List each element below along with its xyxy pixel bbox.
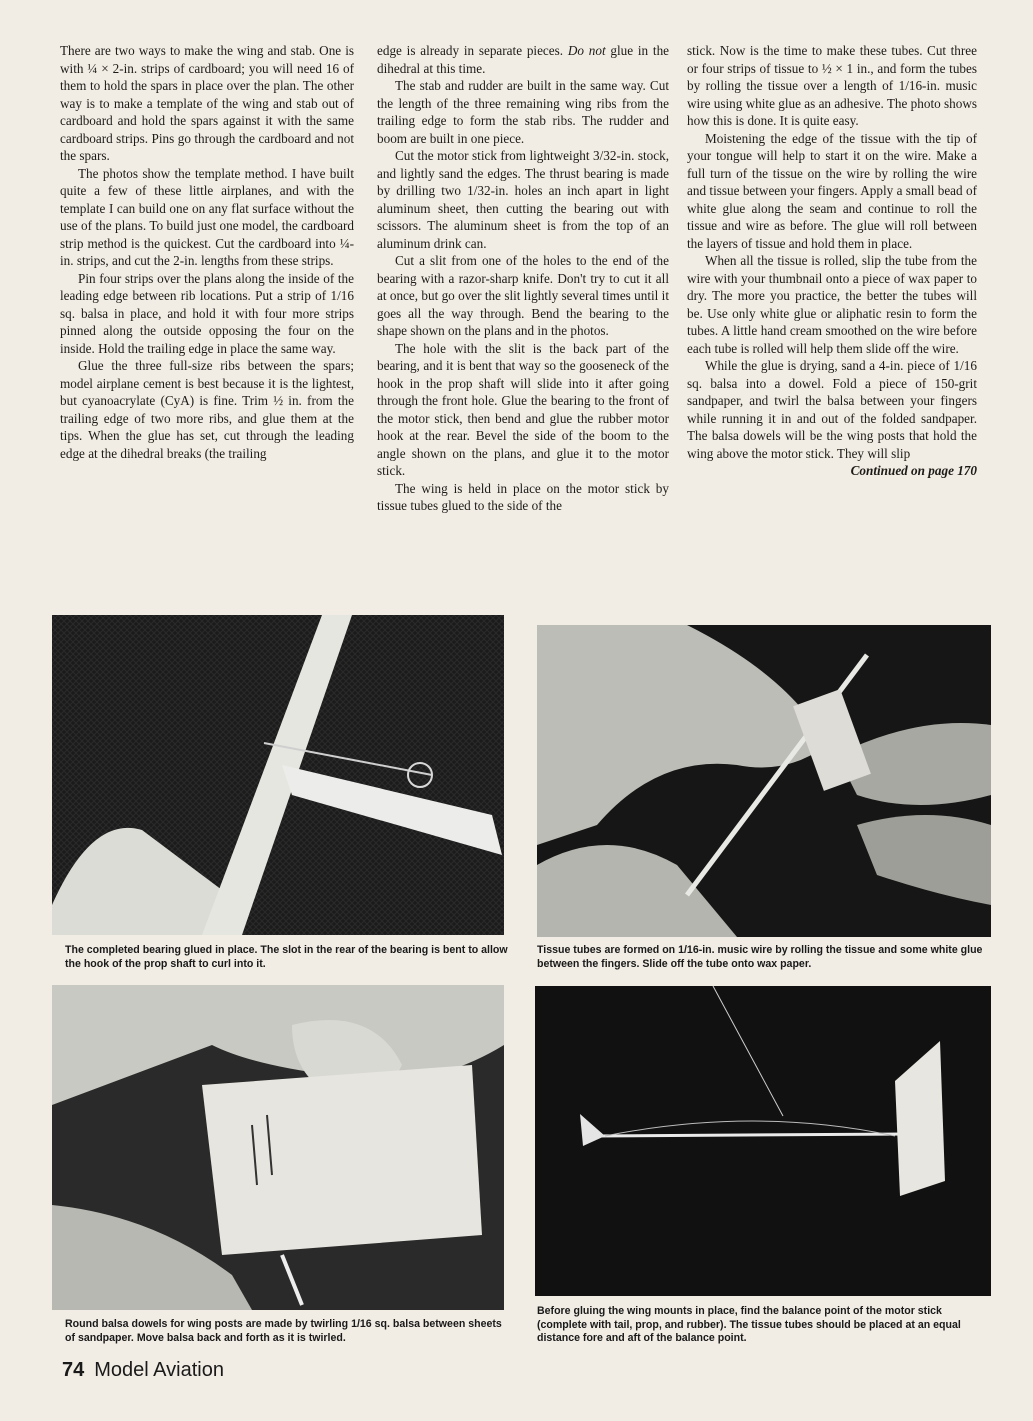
photo-caption: Round balsa dowels for wing posts are made by twirling 1/16 sq. balsa between sheets of sandpaper. Move balsa back and forth as it is twirled. bbox=[65, 1318, 502, 1344]
photo-caption: Tissue tubes are formed on 1/16-in. music wire by rolling the tissue and some white glue between the fingers. Slide off the tube onto wax paper. bbox=[537, 944, 983, 970]
page-number: 74 bbox=[62, 1359, 85, 1381]
paragraph: When all the tissue is rolled, slip the tube from the wire with your thumbnail onto a piece of wax paper to dry. The more you practice, the better the tubes will be. Use only white glue or aliphatic resin to form the tubes. A little hand cream smoothed on the wire before each tube is rolled will help them slide off the wire. bbox=[687, 253, 977, 356]
paragraph: stick. Now is the time to make these tubes. Cut three or four strips of tissue to ½ × 1 in., and form the tubes by rolling the tissue over a length of 1/16-in. music wire using white glue as an adhesive. The photo shows how this is done. It is quite easy. bbox=[687, 43, 977, 128]
paragraph: There are two ways to make the wing and stab. One is with ¼ × 2-in. strips of cardboard; you will need 16 of them to hold the spars in place over the plan. The other way is to make a template of the wing and stab out of cardboard and hold the spars against it with the same cardboard strips. Pins go through the cardboard and not the spars. bbox=[60, 43, 354, 163]
page-footer bbox=[62, 1359, 224, 1382]
paragraph: The hole with the slit is the back part of the bearing, and it is bent that way so the gooseneck of the hook in the prop shaft will slide into it after going through the front hole. Glue the bearing to the front of the motor stick, then bend and glue the rubber motor hook at the rear. Bevel the side of the boom to the angle shown on the plans, and glue it to the motor stick. bbox=[377, 340, 669, 478]
paragraph bbox=[377, 42, 669, 77]
photo-balsa-dowels bbox=[52, 985, 504, 1310]
paragraph: Cut the motor stick from lightweight 3/32-in. stock, and lightly sand the edges. The thrust bearing is made by drilling two 1/32-in. holes an inch apart in light aluminum sheet, then cutting the bearing out with scissors. The aluminum sheet is from the top of an aluminum drink can. bbox=[377, 148, 669, 251]
paragraph-text: glue in the dihedral at this time. bbox=[377, 43, 670, 76]
paragraph: While the glue is drying, sand a 4-in. piece of 1/16 sq. balsa into a dowel. Fold a piece of 150-grit sandpaper, and twirl the balsa between your fingers while running it in and out of the folded sandpaper. The balsa dowels will be the wing posts that hold the wing above the motor stick. They will slip bbox=[687, 358, 977, 461]
text-column-1 bbox=[60, 42, 354, 462]
paragraph: The stab and rudder are built in the same way. Cut the length of the three remaining wing ribs from the trailing edge to form the stab ribs. The rudder and boom are built in one piece. bbox=[377, 78, 669, 146]
paragraph: The wing is held in place on the motor stick by tissue tubes glued to the side of the bbox=[377, 480, 669, 513]
bearing-illustration bbox=[52, 615, 504, 935]
balsa-dowels-illustration bbox=[52, 985, 504, 1310]
paragraph: Pin four strips over the plans along the inside of the leading edge between rib locations. Put a strip of 1/16 sq. balsa in place, and hold it with four more strips pinned along the outside opposing the four on the inside. Hold the trailing edge in place the same way. bbox=[60, 270, 354, 356]
paragraph: The photos show the template method. I have built quite a few of these little airplanes, and with the template I can build one on any flat surface without the use of the plans. To build just one model, the cardboard strip method is the quickest. Cut the cardboard into ¼-in. strips, and cut the 2-in. lengths from these strips. bbox=[60, 165, 354, 268]
photo-caption: The completed bearing glued in place. The slot in the rear of the bearing is bent to allow the hook of the prop shaft to curl into it. bbox=[65, 944, 508, 970]
paragraph: Moistening the edge of the tissue with the tip of your tongue will help to start it on the wire. Make a full turn of the tissue on the wire by rolling the wire and tissue between your fingers. Apply a small bead of white glue along the seam and continue to roll the tissue and wire as before. The glue will roll between the layers of tissue and hold them in place. bbox=[687, 130, 977, 251]
paragraph-text: edge is already in separate pieces. bbox=[377, 43, 564, 58]
magazine-title: Model Aviation bbox=[94, 1359, 224, 1381]
emphasis-text: Do not bbox=[567, 43, 606, 58]
photo-bearing bbox=[52, 615, 504, 935]
paragraph: Glue the three full-size ribs between the spars; model airplane cement is best because it is the lightest, but cyanoacrylate (CyA) is fine. Trim ½ in. from the trailing edge of two more ribs, and glue them at the tips. When the glue has set, cut through the leading edge at the dihedral breaks (the trailing bbox=[60, 358, 354, 461]
tissue-tubes-illustration bbox=[537, 625, 991, 937]
balance-model-illustration bbox=[535, 986, 991, 1296]
photo-tissue-tubes bbox=[537, 625, 991, 937]
photo-balance-point bbox=[535, 986, 991, 1296]
text-column-2 bbox=[377, 42, 669, 515]
text-column-3 bbox=[687, 42, 977, 480]
continued-link[interactable]: Continued on page 170 bbox=[850, 463, 977, 478]
photo-caption: Before gluing the wing mounts in place, find the balance point of the motor stick (complete with tail, prop, and rubber). The tissue tubes should be placed at an equal distance fore and aft of the balance point. bbox=[537, 1305, 961, 1344]
paragraph: Cut a slit from one of the holes to the end of the bearing with a razor-sharp knife. Don't try to cut it all at once, but go over the slit lightly several times until it goes all the way through. Bend the bearing to the shape shown on the plans and in the photos. bbox=[377, 253, 669, 338]
